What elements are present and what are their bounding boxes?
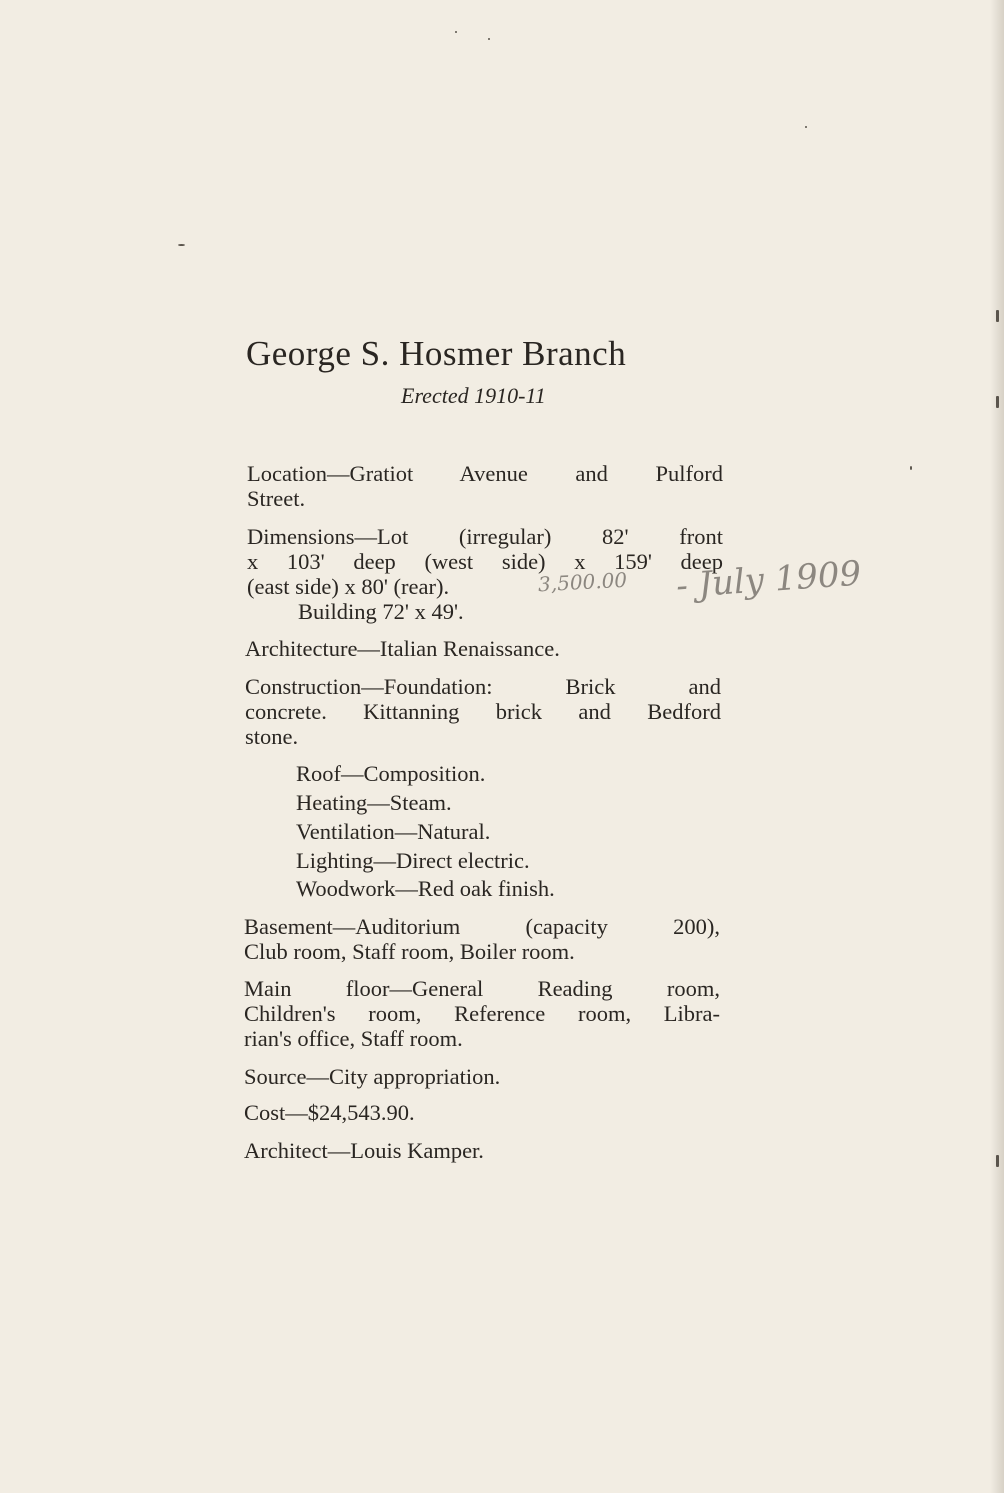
paper-speck — [805, 126, 807, 128]
paper-speck — [996, 310, 999, 322]
construction-line-1: Construction—Foundation: Brick and — [245, 674, 721, 699]
heating-line: Heating—Steam. — [296, 790, 452, 815]
paper-speck — [178, 244, 185, 246]
main-floor-line-3: rian's office, Staff room. — [244, 1026, 463, 1051]
handwritten-amount: 3,500.00 — [537, 567, 628, 597]
paper-speck — [996, 1155, 999, 1167]
lighting-line: Lighting—Direct electric. — [296, 848, 530, 873]
basement-line-1: Basement—Auditorium (capacity 200), — [244, 914, 720, 939]
construction-line-3: stone. — [245, 724, 299, 749]
source-line: Source—City appropriation. — [244, 1064, 501, 1089]
construction-line-2: concrete. Kittanning brick and Bedford — [245, 699, 721, 724]
paper-speck — [455, 31, 457, 33]
main-floor-line-2: Children's room, Reference room, Libra- — [244, 1001, 720, 1026]
dimensions-line-2: x 103' deep (west side) x 159' deep — [247, 549, 723, 574]
paper-speck — [488, 38, 490, 40]
woodwork-line: Woodwork—Red oak finish. — [296, 876, 555, 901]
location-line-2: Street. — [247, 486, 306, 511]
handwritten-date: - July 1909 — [674, 553, 863, 607]
main-floor-line-1: Main floor—General Reading room, — [244, 976, 720, 1001]
location-line-1: Location—Gratiot Avenue and Pulford — [247, 461, 723, 486]
paper-speck — [910, 466, 912, 470]
dimensions-line-4: Building 72' x 49'. — [298, 599, 464, 624]
paper-speck — [996, 396, 999, 408]
roof-line: Roof—Composition. — [296, 761, 486, 786]
ventilation-line: Ventilation—Natural. — [296, 819, 491, 844]
dimensions-line-3: (east side) x 80' (rear). — [247, 574, 450, 599]
dimensions-line-1: Dimensions—Lot (irregular) 82' front — [247, 524, 723, 549]
page-title: George S. Hosmer Branch — [246, 334, 627, 373]
basement-line-2: Club room, Staff room, Boiler room. — [244, 939, 575, 964]
cost-line: Cost—$24,543.90. — [244, 1100, 415, 1125]
architect-line: Architect—Louis Kamper. — [244, 1138, 484, 1163]
page-subtitle: Erected 1910-11 — [401, 383, 546, 408]
page-edge-shadow — [990, 0, 1004, 1493]
architecture-line: Architecture—Italian Renaissance. — [245, 636, 560, 661]
